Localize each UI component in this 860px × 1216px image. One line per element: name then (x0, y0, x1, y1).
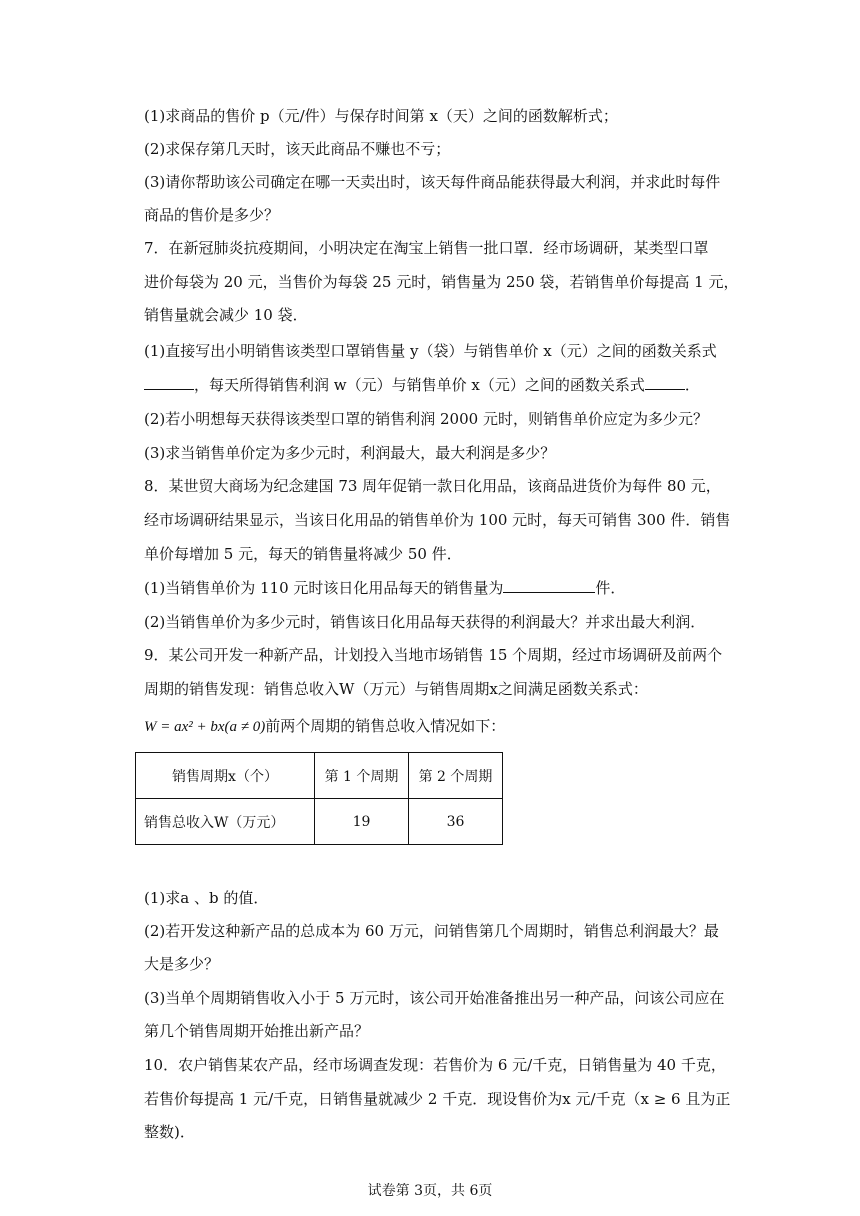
table-row (136, 753, 503, 799)
q7-part1-line1: (1)直接写出小明销售该类型口罩销售量 y（袋）与销售单价 x（元）之间的函数关系式 (144, 342, 717, 360)
q9-line3-text: 前两个周期的销售总收入情况如下： (265, 717, 506, 735)
q8-line2: 经市场调研结果显示，当该日化用品的销售单价为 100 元时，每天可销售 300 件．销售 (144, 511, 731, 529)
q9-part3-line2: 第几个销售周期开始推出新产品？ (144, 1022, 370, 1040)
q10-line1: 10．农户销售某农产品，经市场调查发现：若售价为 6 元/千克，日销售量为 40 千克， (144, 1056, 726, 1074)
q7-part1-end: ． (684, 376, 700, 394)
q6-part1: (1)求商品的售价 p（元/件）与保存时间第 x（天）之间的函数解析式； (144, 107, 618, 125)
sales-table (135, 752, 503, 845)
q6-part3-line1: (3)请你帮助该公司确定在哪一天卖出时，该天每件商品能获得最大利润，并求此时每件 (144, 173, 721, 191)
q10-line2: 若售价每提高 1 元/千克，日销售量就减少 2 千克．现设售价为x 元/千克（x ≥ 6 且为正 (144, 1090, 731, 1108)
q8-line1: 8．某世贸大商场为纪念建国 73 周年促销一款日化用品，该商品进货价为每件 80 元， (144, 477, 721, 495)
q7-part1-middle: ，每天所得销售利润 w（元）与销售单价 x（元）之间的函数关系式 (194, 376, 645, 394)
table-cell: 销售总收入W（万元） (136, 799, 315, 845)
q8-line3: 单价每增加 5 元，每天的销售量将减少 50 件． (144, 545, 462, 563)
q7-part1-line2 (144, 375, 700, 395)
q9-line1: 9．某公司开发一种新产品，计划投入当地市场销售 15 个周期，经过市场调研及前两个 (144, 646, 723, 664)
q9-part1: (1)求a 、b 的值． (144, 889, 269, 907)
q9-part2-line1: (2)若开发这种新产品的总成本为 60 万元，问销售第几个周期时，销售总利润最大？最 (144, 922, 719, 940)
q8-part1-end: 件． (595, 579, 626, 597)
q10-line3: 整数)． (144, 1123, 195, 1141)
answer-blank[interactable] (645, 375, 685, 390)
table-row (136, 799, 503, 845)
q9-part3-line1: (3)当单个周期销售收入小于 5 万元时，该公司开始准备推出另一种产品，问该公司应在 (144, 989, 725, 1007)
table-cell: 19 (315, 799, 409, 845)
q6-part2: (2)求保存第几天时，该天此商品不赚也不亏； (144, 140, 451, 158)
answer-blank[interactable] (503, 578, 595, 593)
q7-part2: (2)若小明想每天获得该类型口罩的销售利润 2000 元时，则销售单价应定为多少元？ (144, 410, 708, 428)
q7-part3: (3)求当销售单价定为多少元时，利润最大，最大利润是多少？ (144, 444, 556, 462)
q9-formula: W = ax² + bx(a ≠ 0) (144, 719, 266, 735)
q8-part1 (144, 578, 625, 598)
table-header-cell: 第 2 个周期 (409, 753, 503, 799)
table-header-cell: 第 1 个周期 (315, 753, 409, 799)
q6-part3-line2: 商品的售价是多少？ (144, 206, 280, 224)
q8-part1-text: (1)当销售单价为 110 元时该日化用品每天的销售量为 (144, 579, 504, 597)
q8-part2: (2)当销售单价为多少元时，销售该日化用品每天获得的利润最大？并求出最大利润． (144, 613, 706, 631)
q9-line3 (144, 716, 505, 737)
answer-blank[interactable] (144, 375, 194, 390)
q7-line2: 进价每袋为 20 元，当售价为每袋 25 元时，销售量为 250 袋，若销售单价每提高 1 元， (144, 273, 739, 291)
q9-part2-line2: 大是多少？ (144, 955, 220, 973)
q7-line3: 销售量就会减少 10 袋． (144, 306, 308, 324)
q9-line2: 周期的销售发现：销售总收入W（万元）与销售周期x之间满足函数关系式： (144, 680, 648, 698)
q7-line1: 7．在新冠肺炎抗疫期间，小明决定在淘宝上销售一批口罩．经市场调研，某类型口罩 (144, 239, 709, 257)
page-footer: 试卷第 3页，共 6页 (367, 1183, 493, 1199)
table-header-cell: 销售周期x（个） (136, 753, 315, 799)
table-cell: 36 (409, 799, 503, 845)
